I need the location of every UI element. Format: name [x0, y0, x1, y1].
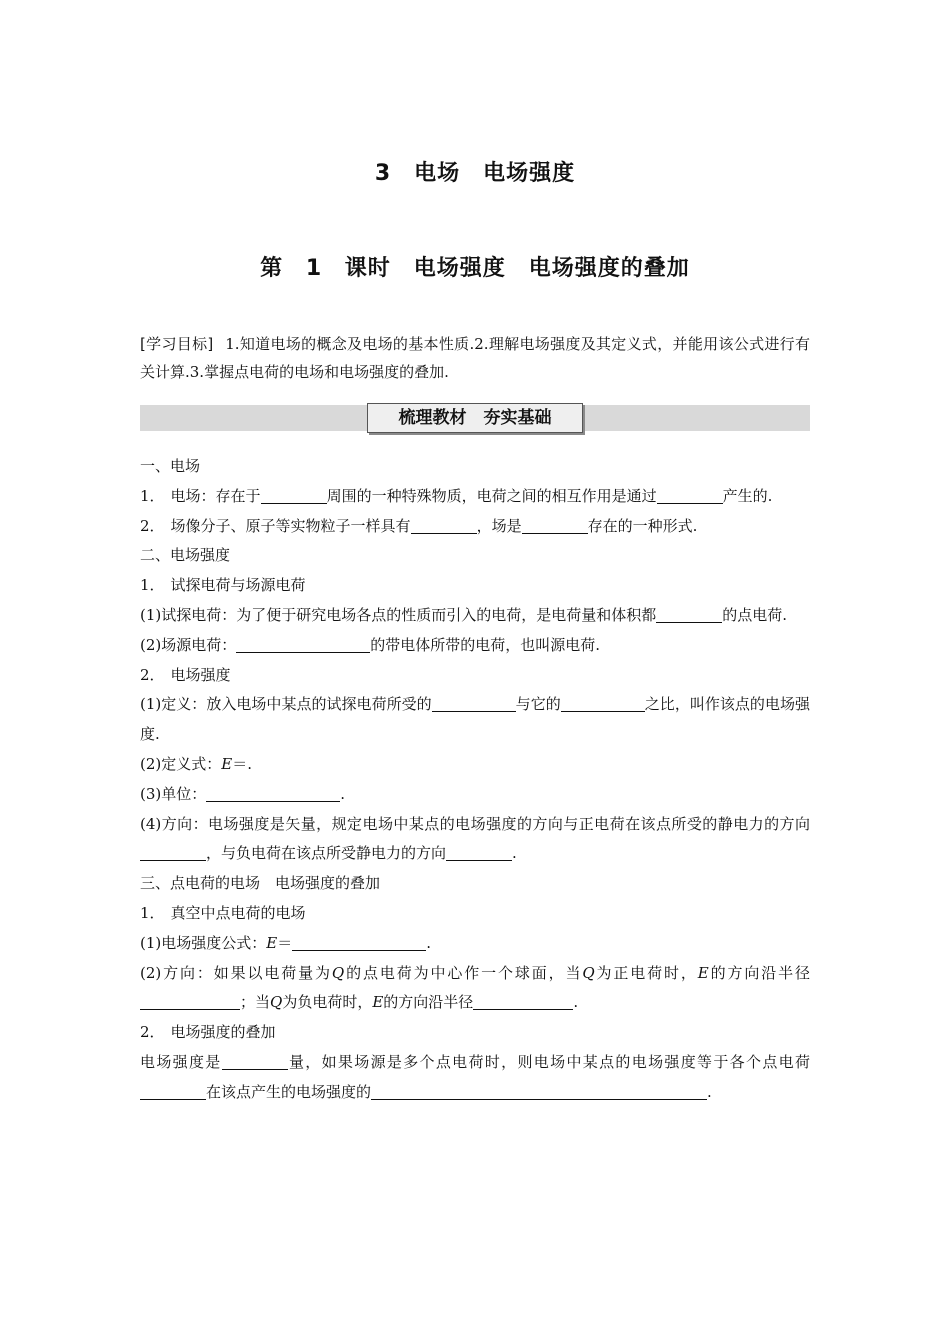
fill-blank[interactable] [446, 844, 512, 861]
fill-blank[interactable] [140, 844, 206, 861]
subheading: 2． 电场强度 [140, 665, 231, 684]
fill-blank[interactable] [657, 487, 723, 504]
fill-blank[interactable] [371, 1083, 707, 1100]
section-heading-point-charge: 三、点电荷的电场 电场强度的叠加 [140, 874, 381, 893]
learning-goals [140, 330, 810, 386]
paragraph: (2)定义式：E＝. [140, 754, 252, 773]
fill-blank[interactable] [222, 1053, 288, 1070]
lesson-subtitle: 第 1 课时 电场强度 电场强度的叠加 [260, 256, 690, 281]
subheading: 1． 真空中点电荷的电场 [140, 903, 306, 922]
goals-text: 1.知道电场的概念及电场的基本性质.2.理解电场强度及其定义式，并能用该公式进行有关计算.3.掌握点电荷的电场和电场强度的叠加. [140, 335, 810, 381]
fill-blank[interactable] [522, 517, 588, 534]
section-banner: 梳理教材 夯实基础 [367, 403, 583, 433]
fill-blank[interactable] [473, 993, 573, 1010]
paragraph: 电场强度是 量，如果场源是多个点电荷时，则电场中某点的电场强度等于各个点电荷在该点产生的电场强度的 . [140, 1052, 810, 1101]
fill-blank[interactable] [261, 487, 327, 504]
fill-blank[interactable] [140, 993, 240, 1010]
fill-blank[interactable] [656, 606, 722, 623]
paragraph: 2． 场像分子、原子等实物粒子一样具有 ，场是 存在的一种形式. [140, 516, 698, 535]
section-heading-electric-field: 一、电场 [140, 457, 201, 475]
fill-blank[interactable] [561, 695, 645, 712]
subheading: 2． 电场强度的叠加 [140, 1023, 276, 1042]
page-title: 3 电场 电场强度 [374, 161, 576, 186]
fill-blank[interactable] [411, 517, 477, 534]
fill-blank[interactable] [140, 1083, 206, 1100]
content-body [140, 452, 810, 1108]
fill-blank[interactable] [292, 934, 426, 951]
section-heading-field-strength: 二、电场强度 [140, 546, 231, 565]
paragraph: (2)场源电荷： 的带电体所带的电荷，也叫源电荷. [140, 635, 601, 654]
paragraph: (2)方向：如果以电荷量为Q的点电荷为中心作一个球面，当Q为正电荷时，E的方向沿半径；当Q为负电荷时，E的方向沿半径 . [140, 963, 810, 1012]
paragraph: (3)单位： . [140, 784, 346, 803]
paragraph: 1． 电场：存在于 周围的一种特殊物质，电荷之间的相互作用是通过 产生的. [140, 486, 773, 505]
goals-label: [学习目标] [140, 335, 214, 353]
fill-blank[interactable] [206, 785, 340, 802]
subheading: 1． 试探电荷与场源电荷 [140, 576, 306, 595]
paragraph: (1)定义：放入电场中某点的试探电荷所受的 与它的 之比，叫作该点的电场强度. [140, 695, 810, 744]
fill-blank[interactable] [432, 695, 516, 712]
paragraph: (1)电场强度公式：E＝ . [140, 933, 431, 952]
fill-blank[interactable] [236, 636, 370, 653]
paragraph: (1)试探电荷：为了便于研究电场各点的性质而引入的电荷，是电荷量和体积都 的点电荷. [140, 605, 788, 624]
paragraph: (4)方向：电场强度是矢量，规定电场中某点的电场强度的方向与正电荷在该点所受的静电力的方向，与负电荷在该点所受静电力的方向 . [140, 814, 810, 863]
